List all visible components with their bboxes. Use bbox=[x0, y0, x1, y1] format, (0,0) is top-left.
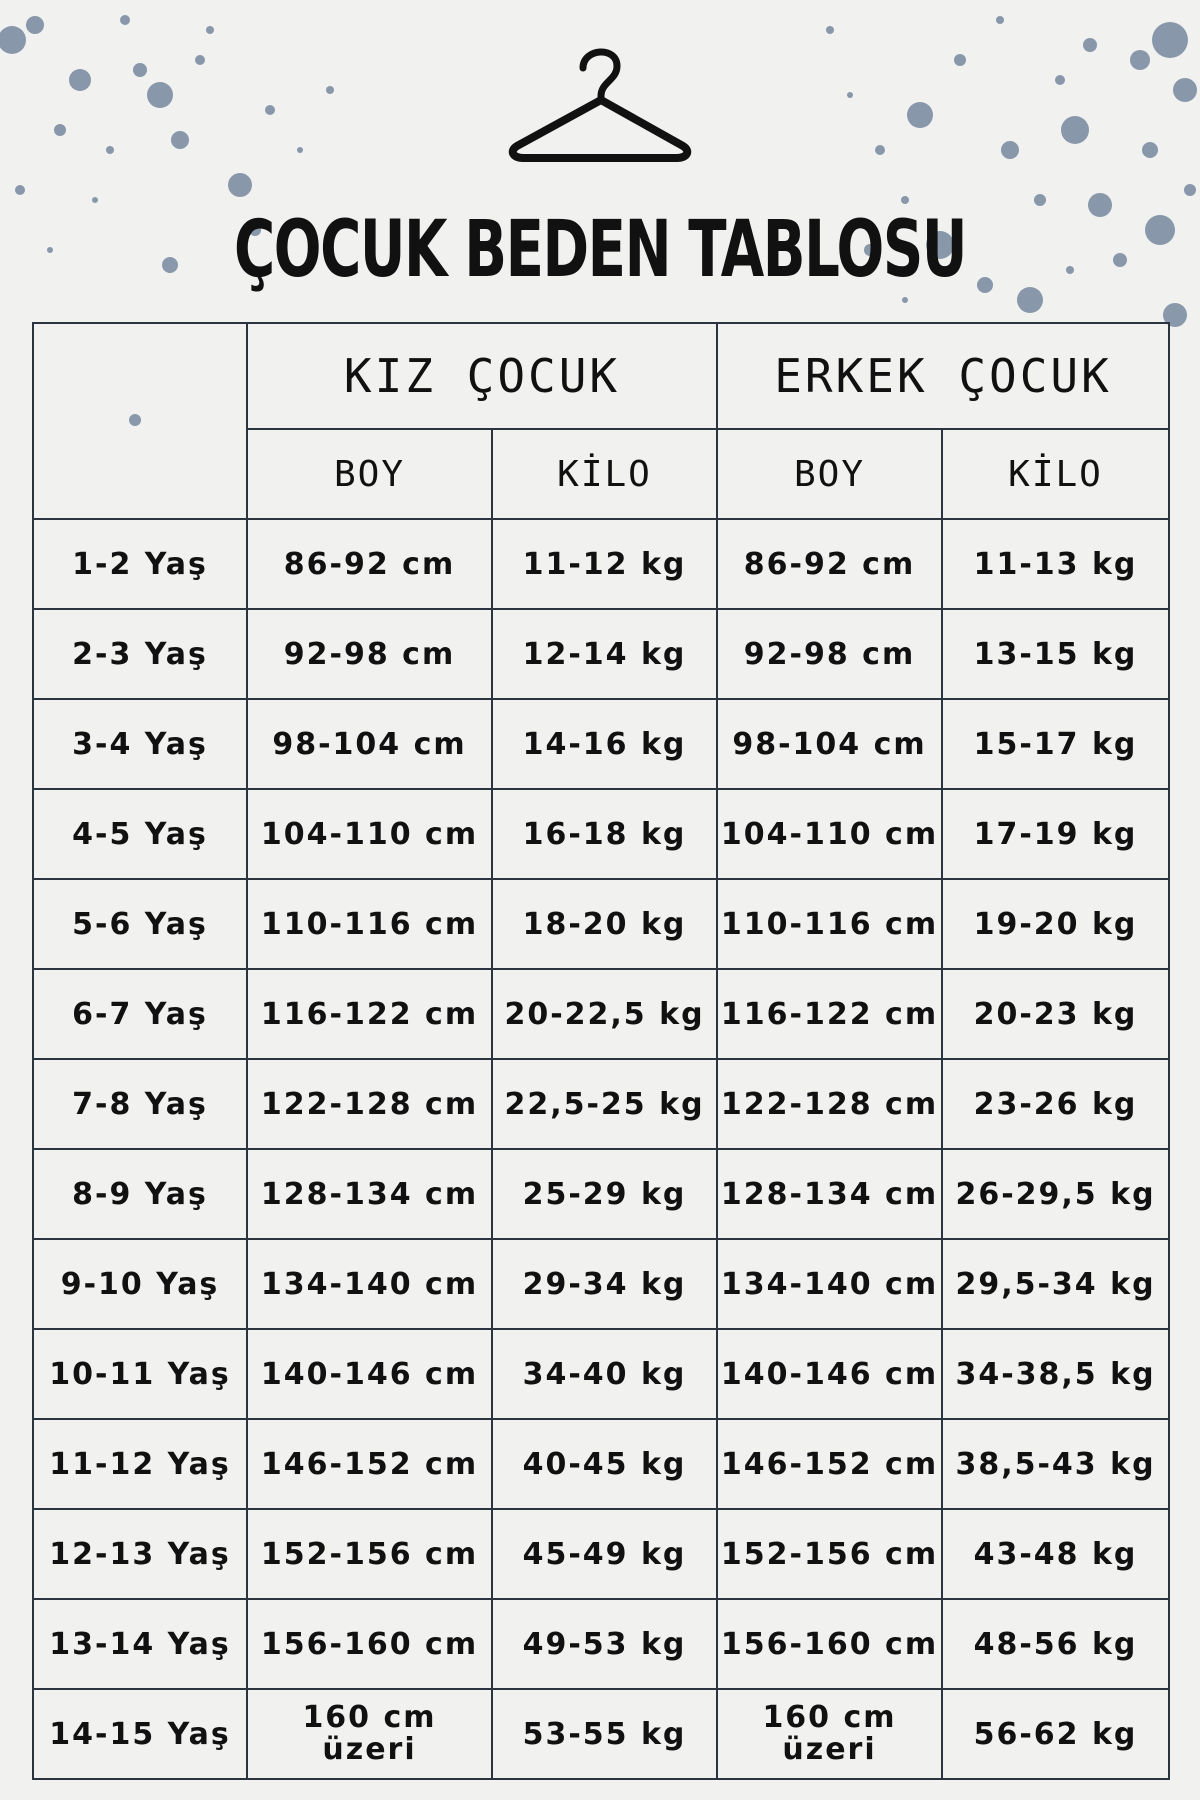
girl-weight-cell: 53-55 kg bbox=[492, 1689, 717, 1779]
table-row bbox=[33, 1599, 1169, 1689]
girl-weight-cell: 22,5-25 kg bbox=[492, 1059, 717, 1149]
boy-height-cell: 104-110 cm bbox=[717, 789, 942, 879]
page-title: ÇOCUK BEDEN TABLOSU bbox=[234, 205, 966, 295]
group-header-boy: ERKEK ÇOCUK bbox=[717, 323, 1169, 429]
girl-height-cell: 86-92 cm bbox=[247, 519, 492, 609]
age-cell: 13-14 Yaş bbox=[33, 1599, 247, 1689]
girl-height-cell: 140-146 cm bbox=[247, 1329, 492, 1419]
table-row bbox=[33, 609, 1169, 699]
table-row bbox=[33, 699, 1169, 789]
boy-weight-cell: 29,5-34 kg bbox=[942, 1239, 1169, 1329]
girl-weight-cell: 14-16 kg bbox=[492, 699, 717, 789]
size-table bbox=[32, 322, 1170, 1780]
boy-weight-cell: 26-29,5 kg bbox=[942, 1149, 1169, 1239]
group-header-girl: KIZ ÇOCUK bbox=[247, 323, 717, 429]
table-row bbox=[33, 1419, 1169, 1509]
boy-weight-cell: 38,5-43 kg bbox=[942, 1419, 1169, 1509]
age-cell: 10-11 Yaş bbox=[33, 1329, 247, 1419]
table-row bbox=[33, 1059, 1169, 1149]
girl-height-cell: 152-156 cm bbox=[247, 1509, 492, 1599]
boy-height-cell: 110-116 cm bbox=[717, 879, 942, 969]
boy-weight-cell: 20-23 kg bbox=[942, 969, 1169, 1059]
boy-height-cell: 98-104 cm bbox=[717, 699, 942, 789]
girl-weight-cell: 49-53 kg bbox=[492, 1599, 717, 1689]
girl-weight-cell: 16-18 kg bbox=[492, 789, 717, 879]
girl-height-cell: 122-128 cm bbox=[247, 1059, 492, 1149]
table-row bbox=[33, 1689, 1169, 1779]
group-header-row bbox=[33, 323, 1169, 429]
girl-weight-cell: 45-49 kg bbox=[492, 1509, 717, 1599]
girl-height-cell: 98-104 cm bbox=[247, 699, 492, 789]
girl-height-cell: 134-140 cm bbox=[247, 1239, 492, 1329]
table-row bbox=[33, 879, 1169, 969]
age-cell: 7-8 Yaş bbox=[33, 1059, 247, 1149]
age-cell: 12-13 Yaş bbox=[33, 1509, 247, 1599]
boy-height-cell: 86-92 cm bbox=[717, 519, 942, 609]
boy-weight-cell: 23-26 kg bbox=[942, 1059, 1169, 1149]
girl-height-cell: 104-110 cm bbox=[247, 789, 492, 879]
age-cell: 3-4 Yaş bbox=[33, 699, 247, 789]
hanger-icon bbox=[505, 38, 695, 163]
boy-height-cell: 160 cm üzeri bbox=[717, 1689, 942, 1779]
girl-height-cell: 156-160 cm bbox=[247, 1599, 492, 1689]
boy-height-cell: 134-140 cm bbox=[717, 1239, 942, 1329]
girl-weight-cell: 12-14 kg bbox=[492, 609, 717, 699]
age-header-cell bbox=[33, 323, 247, 519]
girl-weight-cell: 29-34 kg bbox=[492, 1239, 717, 1329]
boy-weight-cell: 17-19 kg bbox=[942, 789, 1169, 879]
boy-weight-cell: 15-17 kg bbox=[942, 699, 1169, 789]
boy-height-cell: 146-152 cm bbox=[717, 1419, 942, 1509]
girl-weight-cell: 20-22,5 kg bbox=[492, 969, 717, 1059]
age-cell: 1-2 Yaş bbox=[33, 519, 247, 609]
boy-weight-cell: 34-38,5 kg bbox=[942, 1329, 1169, 1419]
table-row bbox=[33, 519, 1169, 609]
age-cell: 9-10 Yaş bbox=[33, 1239, 247, 1329]
boy-weight-cell: 11-13 kg bbox=[942, 519, 1169, 609]
girl-height-cell: 160 cm üzeri bbox=[247, 1689, 492, 1779]
girl-weight-cell: 34-40 kg bbox=[492, 1329, 717, 1419]
boy-height-cell: 122-128 cm bbox=[717, 1059, 942, 1149]
age-cell: 11-12 Yaş bbox=[33, 1419, 247, 1509]
age-cell: 6-7 Yaş bbox=[33, 969, 247, 1059]
table-row bbox=[33, 789, 1169, 879]
girl-weight-cell: 11-12 kg bbox=[492, 519, 717, 609]
sub-header-boy-height: BOY bbox=[717, 429, 942, 519]
boy-weight-cell: 43-48 kg bbox=[942, 1509, 1169, 1599]
sub-header-girl-height: BOY bbox=[247, 429, 492, 519]
table-row bbox=[33, 969, 1169, 1059]
age-cell: 5-6 Yaş bbox=[33, 879, 247, 969]
sub-header-boy-weight: KİLO bbox=[942, 429, 1169, 519]
girl-weight-cell: 18-20 kg bbox=[492, 879, 717, 969]
age-cell: 4-5 Yaş bbox=[33, 789, 247, 879]
girl-height-cell: 92-98 cm bbox=[247, 609, 492, 699]
table-row bbox=[33, 1329, 1169, 1419]
boy-weight-cell: 13-15 kg bbox=[942, 609, 1169, 699]
boy-height-cell: 116-122 cm bbox=[717, 969, 942, 1059]
table-row bbox=[33, 1149, 1169, 1239]
boy-weight-cell: 56-62 kg bbox=[942, 1689, 1169, 1779]
table-row bbox=[33, 1509, 1169, 1599]
table-row bbox=[33, 1239, 1169, 1329]
age-cell: 8-9 Yaş bbox=[33, 1149, 247, 1239]
girl-weight-cell: 40-45 kg bbox=[492, 1419, 717, 1509]
girl-height-cell: 128-134 cm bbox=[247, 1149, 492, 1239]
girl-height-cell: 146-152 cm bbox=[247, 1419, 492, 1509]
girl-height-cell: 110-116 cm bbox=[247, 879, 492, 969]
age-cell: 14-15 Yaş bbox=[33, 1689, 247, 1779]
boy-weight-cell: 19-20 kg bbox=[942, 879, 1169, 969]
girl-height-cell: 116-122 cm bbox=[247, 969, 492, 1059]
age-cell: 2-3 Yaş bbox=[33, 609, 247, 699]
boy-height-cell: 152-156 cm bbox=[717, 1509, 942, 1599]
boy-height-cell: 140-146 cm bbox=[717, 1329, 942, 1419]
boy-height-cell: 92-98 cm bbox=[717, 609, 942, 699]
boy-weight-cell: 48-56 kg bbox=[942, 1599, 1169, 1689]
boy-height-cell: 156-160 cm bbox=[717, 1599, 942, 1689]
boy-height-cell: 128-134 cm bbox=[717, 1149, 942, 1239]
girl-weight-cell: 25-29 kg bbox=[492, 1149, 717, 1239]
sub-header-girl-weight: KİLO bbox=[492, 429, 717, 519]
